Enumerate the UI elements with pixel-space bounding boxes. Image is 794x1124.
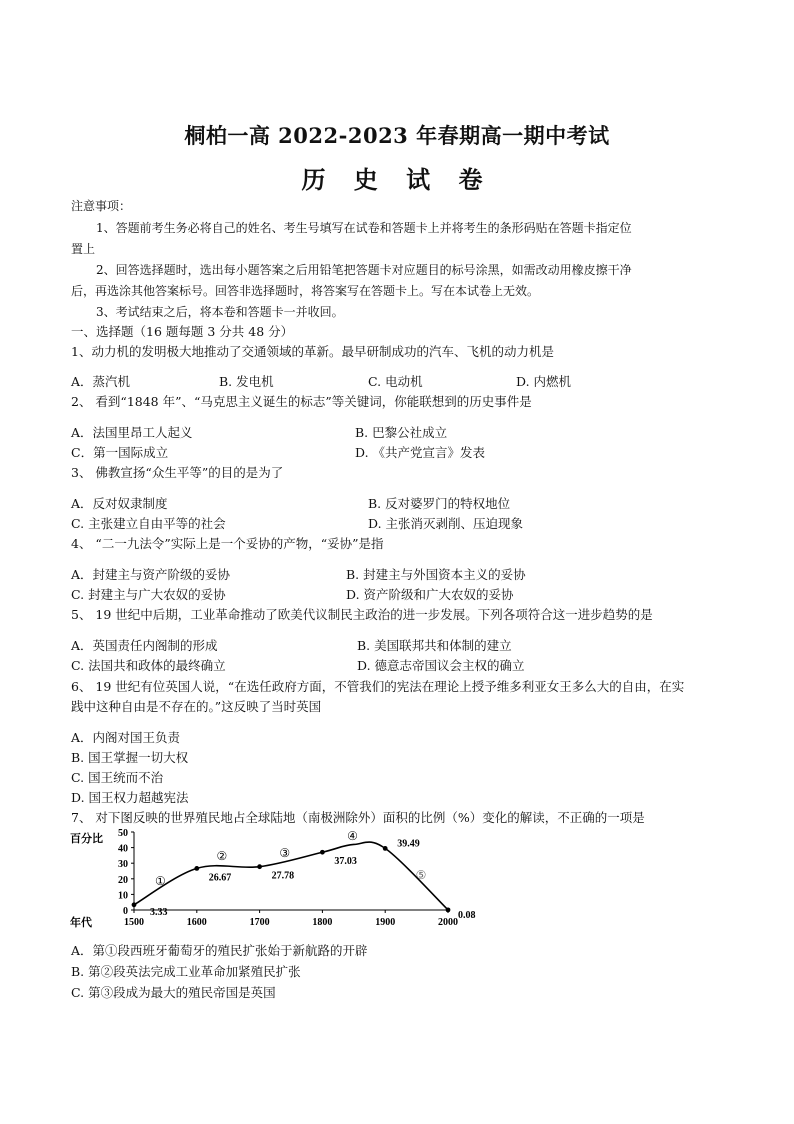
y-tick-labels: [118, 828, 134, 917]
q3-option-d: D. 主张消灭剥削、压迫现象: [368, 516, 524, 531]
q6-option-a: A．内阁对国王负责: [71, 730, 181, 745]
q1-option-b: B. 发电机: [219, 374, 274, 389]
question-4: 4、 “二一九法令”实际上是一个妥协的产物，“妥协”是指: [71, 536, 384, 551]
segment-marker: ③: [279, 845, 291, 860]
q2-option-b: B. 巴黎公社成立: [355, 425, 448, 440]
q7-option-b: B. 第②段英法完成工业革命加紧殖民扩张: [71, 964, 301, 979]
data-point: [320, 850, 325, 855]
section-heading: 一、选择题（16 题每题 3 分共 48 分）: [71, 324, 294, 339]
question-3: 3、 佛教宣扬“众生平等”的目的是为了: [71, 465, 284, 480]
q7-option-c: C. 第③段成为最大的殖民帝国是英国: [71, 985, 276, 1000]
q5-option-a: A．英国责任内阁制的形成: [71, 638, 218, 653]
segment-marker: ①: [154, 874, 166, 889]
notice-item-1: 1、答题前考生务必将自己的姓名、考生号填写在试卷和答题卡上并将考生的条形码贴在答题卡指定位: [96, 221, 632, 235]
q1-option-c: C. 电动机: [368, 374, 423, 389]
y-tick-label: 30: [118, 859, 128, 871]
y-tick-label: 50: [118, 828, 128, 839]
x-tick-label: 1700: [249, 917, 270, 928]
notice-item-3: 3、考试结束之后，将本卷和答题卡一并收回。: [96, 305, 344, 319]
q5-option-b: B. 美国联邦共和体制的建立: [357, 638, 512, 653]
q6-option-d: D. 国王权力超越宪法: [71, 790, 189, 805]
q5-option-d: D. 德意志帝国议会主权的确立: [357, 658, 525, 673]
segment-marker: ②: [216, 849, 228, 864]
q1-option-d: D. 内燃机: [516, 374, 572, 389]
q3-option-a: A．反对奴隶制度: [71, 496, 168, 511]
data-label: 27.78: [271, 870, 295, 882]
y-tick-label: 0: [123, 906, 128, 917]
exam-title: 桐柏一高 2022-2023 年春期高一期中考试: [184, 123, 610, 148]
x-tick-label: 2000: [438, 917, 458, 928]
question-1: 1、动力机的发明极大地推动了交通领域的革新。最早研制成功的汽车、飞机的动力机是: [71, 344, 554, 359]
q5-option-c: C. 法国共和政体的最终确立: [71, 658, 226, 673]
q4-option-b: B. 封建主与外国资本主义的妥协: [346, 567, 526, 582]
x-tick-label: 1600: [186, 917, 207, 928]
question-6-cont: 践中这种自由是不存在的。”这反映了当时英国: [71, 699, 322, 714]
x-tick-labels: [124, 910, 458, 928]
data-point: [257, 864, 262, 869]
subject-title: 历 史 试 卷: [301, 165, 493, 194]
x-tick-label: 1500: [124, 917, 144, 928]
q4-option-d: D. 资产阶级和广大农奴的妥协: [346, 587, 514, 602]
y-tick-label: 20: [118, 874, 128, 886]
q3-option-c: C. 主张建立自由平等的社会: [71, 516, 226, 531]
data-label: 39.49: [397, 838, 420, 850]
notice-item-1-cont: 置上: [71, 242, 96, 256]
q7-option-a: A．第①段西班牙葡萄牙的殖民扩张始于新航路的开辟: [71, 943, 368, 958]
question-6: 6、 19 世纪有位英国人说，“在选任政府方面，不管我们的宪法在理论上授予维多利亚女王多么大的自由，在实: [71, 679, 685, 694]
q2-option-a: A．法国里昂工人起义: [71, 425, 193, 440]
data-label: 0.08: [458, 909, 476, 921]
x-tick-label: 1800: [312, 917, 333, 928]
q2-option-c: C．第一国际成立: [71, 445, 169, 460]
y-tick-label: 40: [118, 843, 128, 855]
segment-marker: ④: [347, 828, 358, 843]
x-axis-label: 年代: [70, 917, 92, 929]
x-tick-label: 1900: [375, 917, 396, 928]
q6-option-b: B. 国王掌握一切大权: [71, 750, 189, 765]
q4-option-a: A．封建主与资产阶级的妥协: [71, 567, 231, 582]
question-2: 2、 看到“1848 年”、“马克思主义诞生的标志”等关键词，你能联想到的历史事件是: [71, 394, 532, 409]
question-7: 7、 对下图反映的世界殖民地占全球陆地（南极洲除外）面积的比例（%）变化的解读，不正确的一项是: [71, 810, 645, 825]
q1-option-a: A．蒸汽机: [71, 374, 131, 389]
data-label: 37.03: [334, 856, 357, 868]
data-label: 3.33: [150, 906, 168, 918]
data-point: [132, 902, 137, 907]
data-labels: [150, 838, 476, 920]
y-axis-label: 百分比: [70, 833, 103, 845]
data-point: [194, 866, 199, 871]
notice-item-2: 2、回答选择题时，选出每小题答案之后用铅笔把答题卡对应题目的标号涂黑，如需改动用橡皮擦干净: [96, 263, 632, 277]
y-tick-label: 10: [118, 890, 128, 902]
notice-item-2-cont: 后，再选涂其他答案标号。回答非选择题时，将答案写在答题卡上。写在本试卷上无效。: [71, 284, 540, 298]
q3-option-b: B. 反对婆罗门的特权地位: [368, 496, 511, 511]
notice-heading: 注意事项：: [71, 199, 132, 213]
segment-marker: ⑤: [415, 867, 427, 882]
q2-option-d: D. 《共产党宣言》发表: [355, 445, 486, 460]
data-label: 26.67: [208, 872, 232, 884]
colonial-area-line-chart: [62, 826, 502, 936]
data-point: [446, 907, 451, 912]
data-point: [383, 846, 388, 851]
q6-option-c: C. 国王统而不治: [71, 770, 164, 785]
question-5: 5、 19 世纪中后期，工业革命推动了欧美代议制民主政治的进一步发展。下列各项符合这一进步趋势的是: [71, 607, 653, 622]
q4-option-c: C. 封建主与广大农奴的妥协: [71, 587, 226, 602]
